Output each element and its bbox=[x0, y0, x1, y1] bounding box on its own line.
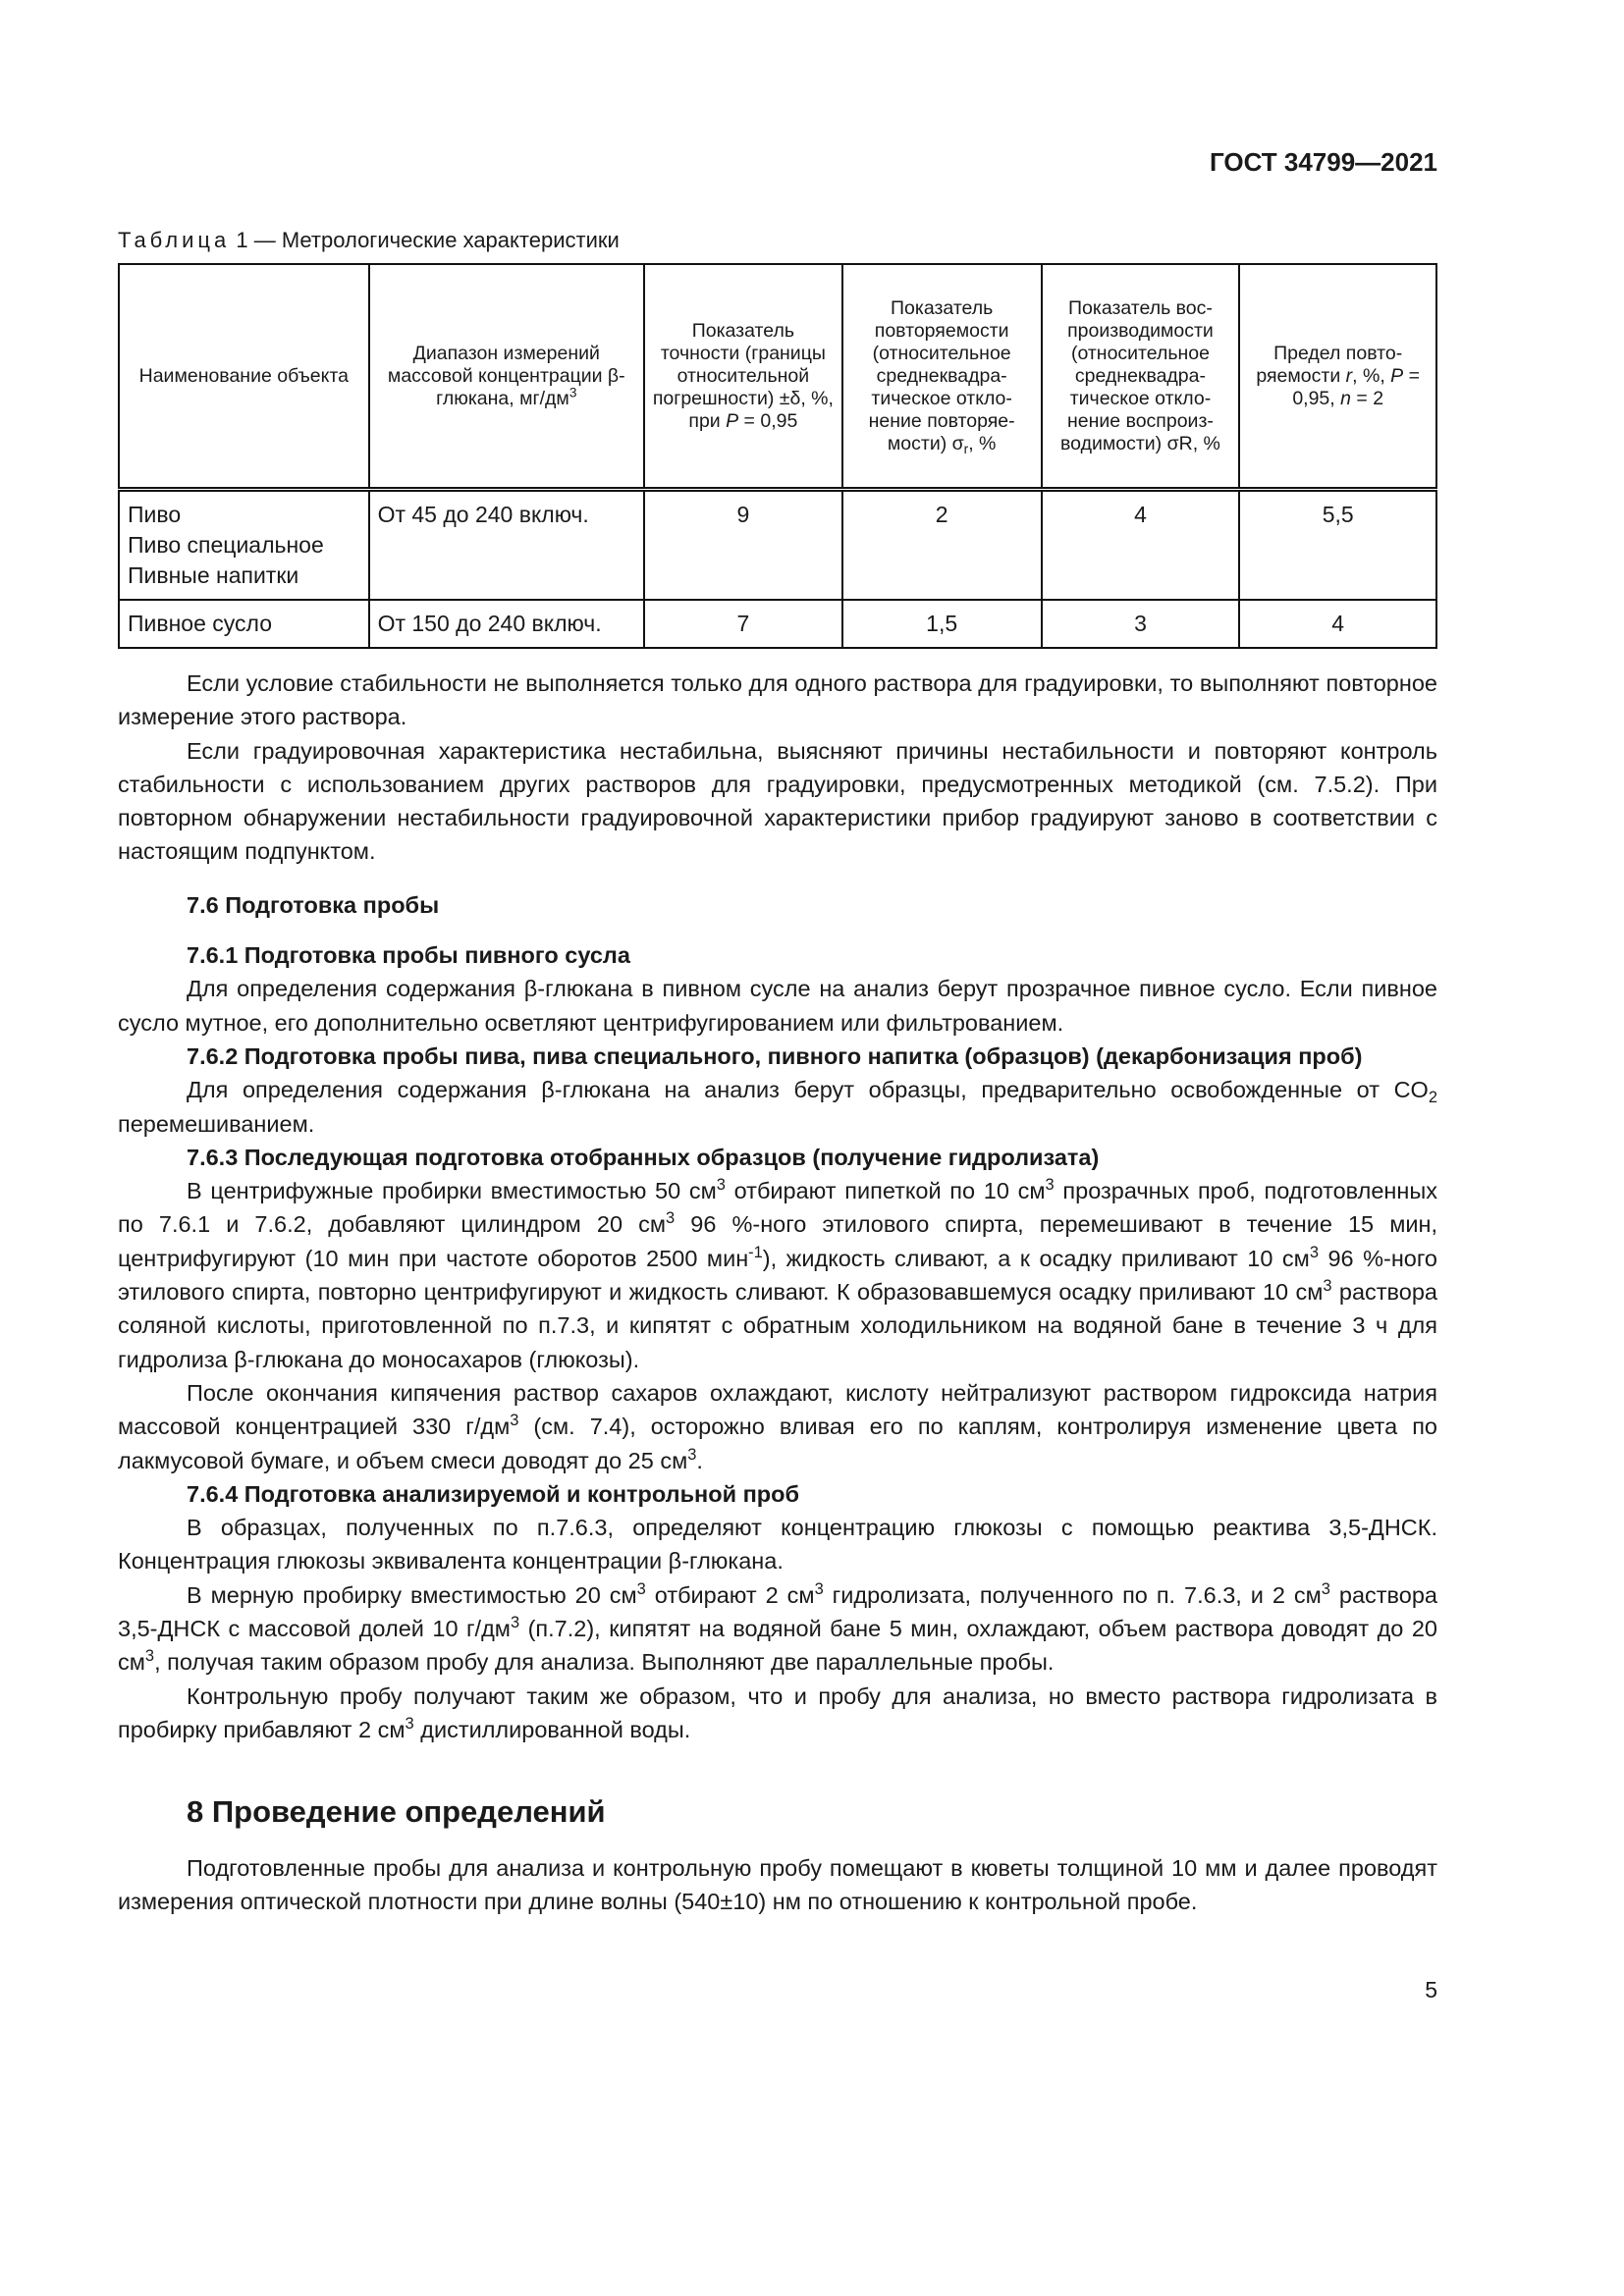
text-run: дистиллированной воды. bbox=[413, 1716, 691, 1742]
superscript: 3 bbox=[1045, 1176, 1055, 1195]
cell-reproducibility: 4 bbox=[1042, 490, 1240, 601]
text-run: гидролизата, полученного по п. 7.6.3, и 2 см bbox=[823, 1581, 1322, 1608]
text-run: Показатель повторяемости (относительное среднеквадра-тическое откло-нение повторяе-мости) σ bbox=[868, 296, 1015, 454]
object-name-line: Пивное сусло bbox=[128, 611, 272, 636]
text-run: Показатель вос-производимости (относительное среднеквадра-тическое откло-нение воспроиз-водимости) σR, % bbox=[1060, 296, 1220, 454]
text-run: раствора соляной кислоты, приготовленной по п.7.3, и кипятят с обратным холодильником на водяной бане в течение 3 ч для гидролиза β-глюкана до моносахаров (глюкозы). bbox=[118, 1279, 1437, 1372]
text-run: прозрачных проб, подготовленных по 7.6.1 и 7.6.2, добавляют цилиндром 20 см bbox=[118, 1178, 1437, 1238]
table-header-row bbox=[119, 264, 1436, 490]
text-run: = 0,95 bbox=[738, 409, 798, 432]
section-heading bbox=[187, 1795, 1437, 1829]
metrology-table bbox=[118, 263, 1437, 649]
document-body bbox=[118, 667, 1437, 1918]
text-run: 96 %-ного этилового спирта, перемешивают в течение 15 мин, центрифугируют (10 мин при частоте оборотов 2500 мин bbox=[118, 1211, 1437, 1271]
text-run: В образцах, полученных по п.7.6.3, определяют концентрацию глюкозы с помощью реактива 3,5-ДНСК. Концентрация глюкозы эквивалента концентрации β-глюкана. bbox=[118, 1515, 1437, 1575]
text-run: Показатель точности (границы относительной погрешности) ±δ, %, при bbox=[652, 319, 834, 432]
text-run: 7.6.3 Последующая подготовка отобранных образцов (получение гидролизата) bbox=[187, 1144, 1100, 1170]
table-body bbox=[119, 490, 1436, 649]
superscript: 3 bbox=[568, 385, 577, 400]
cell-accuracy: 7 bbox=[644, 600, 842, 648]
column-header bbox=[119, 264, 369, 490]
text-run: , %, bbox=[1352, 364, 1391, 387]
text-run: ), жидкость сливают, а к осадку приливают 10 см bbox=[762, 1245, 1310, 1271]
text-run: отбирают пипеткой по 10 см bbox=[725, 1178, 1046, 1204]
italic-symbol: P bbox=[726, 409, 739, 432]
text-run: После окончания кипячения раствор сахаров охлаждают, кислоту нейтрализуют раствором гидроксида натрия массовой концентрацией 330 г/дм bbox=[118, 1379, 1437, 1440]
superscript: 3 bbox=[510, 1613, 520, 1631]
object-name-line: Пиво bbox=[128, 502, 182, 527]
section-heading bbox=[118, 1477, 1437, 1511]
column-header bbox=[644, 264, 842, 490]
superscript: 3 bbox=[405, 1714, 414, 1733]
superscript: 3 bbox=[1321, 1579, 1330, 1598]
cell-accuracy: 9 bbox=[644, 490, 842, 601]
column-header bbox=[842, 264, 1042, 490]
paragraph bbox=[118, 972, 1437, 1040]
text-run: В мерную пробирку вместимостью 20 см bbox=[187, 1581, 637, 1608]
text-run: = 0,95, bbox=[1292, 364, 1420, 409]
superscript: 3 bbox=[716, 1176, 726, 1195]
text-run: 7.6.2 Подготовка пробы пива, пива специального, пивного напитка (образцов) (декарбонизация проб) bbox=[187, 1042, 1363, 1069]
text-run: 8 Проведение определений bbox=[187, 1794, 606, 1830]
cell-limit: 4 bbox=[1239, 600, 1436, 648]
object-name-line: Пивные напитки bbox=[128, 562, 299, 588]
paragraph bbox=[118, 1174, 1437, 1376]
object-name-line: Пиво специальное bbox=[128, 532, 324, 558]
text-run: 7.6.4 Подготовка анализируемой и контрольной проб bbox=[187, 1480, 799, 1507]
text-run: Для определения содержания β-глюкана в пивном сусле на анализ берут прозрачное пивное сусло. Если пивное сусло мутное, его дополнительно осветляют центрифугированием или фильтрованием. bbox=[118, 976, 1437, 1036]
text-run: 96 %-ного этилового спирта, повторно центрифугируют и жидкость сливают. К образовавшемуся осадку приливают 10 см bbox=[118, 1245, 1437, 1306]
text-run: отбирают 2 см bbox=[645, 1581, 815, 1608]
page-content bbox=[118, 228, 1437, 2003]
paragraph bbox=[118, 1578, 1437, 1680]
text-run: В центрифужные пробирки вместимостью 50 см bbox=[187, 1178, 717, 1204]
text-run: Если условие стабильности не выполняется только для одного раствора для градуировки, то выполняют повторное измерение этого раствора. bbox=[118, 670, 1437, 730]
paragraph bbox=[118, 1376, 1437, 1477]
section-heading bbox=[118, 1141, 1437, 1174]
superscript: 3 bbox=[687, 1445, 697, 1464]
text-run: Контрольную пробу получают таким же образом, что и пробу для анализа, но вместо раствора гидролизата в пробирку прибавляют 2 см bbox=[118, 1682, 1437, 1742]
table-row bbox=[119, 490, 1436, 601]
paragraph bbox=[118, 1680, 1437, 1747]
italic-symbol: P bbox=[1390, 364, 1404, 387]
text-run: 7.6 Подготовка пробы bbox=[187, 891, 440, 918]
text-run: = 2 bbox=[1350, 387, 1384, 409]
column-header bbox=[369, 264, 644, 490]
cell-range: От 45 до 240 включ. bbox=[369, 490, 644, 601]
column-header bbox=[1239, 264, 1436, 490]
paragraph bbox=[118, 667, 1437, 734]
paragraph bbox=[118, 734, 1437, 869]
superscript: 3 bbox=[144, 1647, 155, 1666]
text-run: Для определения содержания β-глюкана на анализ берут образцы, предварительно освобожденные от CO bbox=[187, 1077, 1429, 1103]
text-run: перемешиванием. bbox=[118, 1110, 315, 1137]
section-heading bbox=[118, 888, 1437, 922]
paragraph bbox=[118, 1511, 1437, 1578]
table-row bbox=[119, 600, 1436, 648]
table-caption-prefix: Таблица bbox=[118, 228, 231, 252]
subscript: 2 bbox=[1428, 1089, 1437, 1107]
cell-range: От 150 до 240 включ. bbox=[369, 600, 644, 648]
text-run: Предел повто-ряемости bbox=[1256, 342, 1403, 387]
superscript: 3 bbox=[636, 1579, 646, 1598]
text-run: раствора 3,5-ДНСК с массовой долей 10 г/дм bbox=[118, 1581, 1437, 1642]
superscript: -1 bbox=[748, 1243, 763, 1261]
text-run: Если градуировочная характеристика нестабильна, выясняют причины нестабильности и повторяют контроль стабильности с использованием других растворов для градуировки, предусмотренных методикой (см. 7.5.2). При повторном обнаружении нестабильности градуировочной характеристики прибор градуируют заново в соответствии с настоящим подпунктом. bbox=[118, 737, 1437, 865]
section-heading bbox=[118, 938, 1437, 972]
italic-symbol: r bbox=[1345, 364, 1353, 387]
cell-repeatability: 1,5 bbox=[842, 600, 1042, 648]
text-run: 7.6.1 Подготовка пробы пивного сусла bbox=[187, 942, 630, 969]
section-heading bbox=[118, 1040, 1437, 1073]
superscript: 3 bbox=[814, 1579, 824, 1598]
table-caption-title: 1 — Метрологические характеристики bbox=[230, 228, 620, 252]
text-run: Наименование объекта bbox=[138, 364, 349, 387]
text-run: (п.7.2), кипятят на водяной бане 5 мин, охлаждают, объем раствора доводят до 20 см bbox=[118, 1616, 1437, 1676]
text-run: (см. 7.4), осторожно вливая его по каплям, контролируя изменение цвета по лакмусовой бумаге, и объем смеси доводят до 25 см bbox=[118, 1414, 1438, 1473]
subscript: r bbox=[963, 441, 969, 456]
italic-symbol: n bbox=[1340, 387, 1351, 409]
table-caption bbox=[118, 228, 1437, 253]
cell-repeatability: 2 bbox=[842, 490, 1042, 601]
page-number: 5 bbox=[1425, 1977, 1437, 2003]
text-run: , % bbox=[968, 432, 997, 454]
cell-object-name bbox=[119, 490, 369, 601]
text-run: . bbox=[696, 1447, 703, 1473]
column-header bbox=[1042, 264, 1240, 490]
cell-limit: 5,5 bbox=[1239, 490, 1436, 601]
text-run: , получая таким образом пробу для анализа. Выполняют две параллельные пробы. bbox=[154, 1649, 1055, 1676]
paragraph bbox=[118, 1851, 1437, 1919]
cell-reproducibility: 3 bbox=[1042, 600, 1240, 648]
paragraph bbox=[118, 1073, 1437, 1141]
text-run: Подготовленные пробы для анализа и контрольную пробу помещают в кюветы толщиной 10 мм и далее проводят измерения оптической плотности при длине волны (540±10) нм по отношению к контрольной пробе. bbox=[118, 1854, 1437, 1914]
superscript: 3 bbox=[1309, 1243, 1319, 1261]
superscript: 3 bbox=[666, 1209, 676, 1228]
cell-object-name bbox=[119, 600, 369, 648]
superscript: 3 bbox=[1323, 1277, 1332, 1295]
text-run: Диапазон измерений массовой концентрации β-глюкана, мг/дм bbox=[387, 342, 625, 409]
document-header: ГОСТ 34799—2021 bbox=[1210, 147, 1437, 177]
superscript: 3 bbox=[510, 1412, 519, 1430]
